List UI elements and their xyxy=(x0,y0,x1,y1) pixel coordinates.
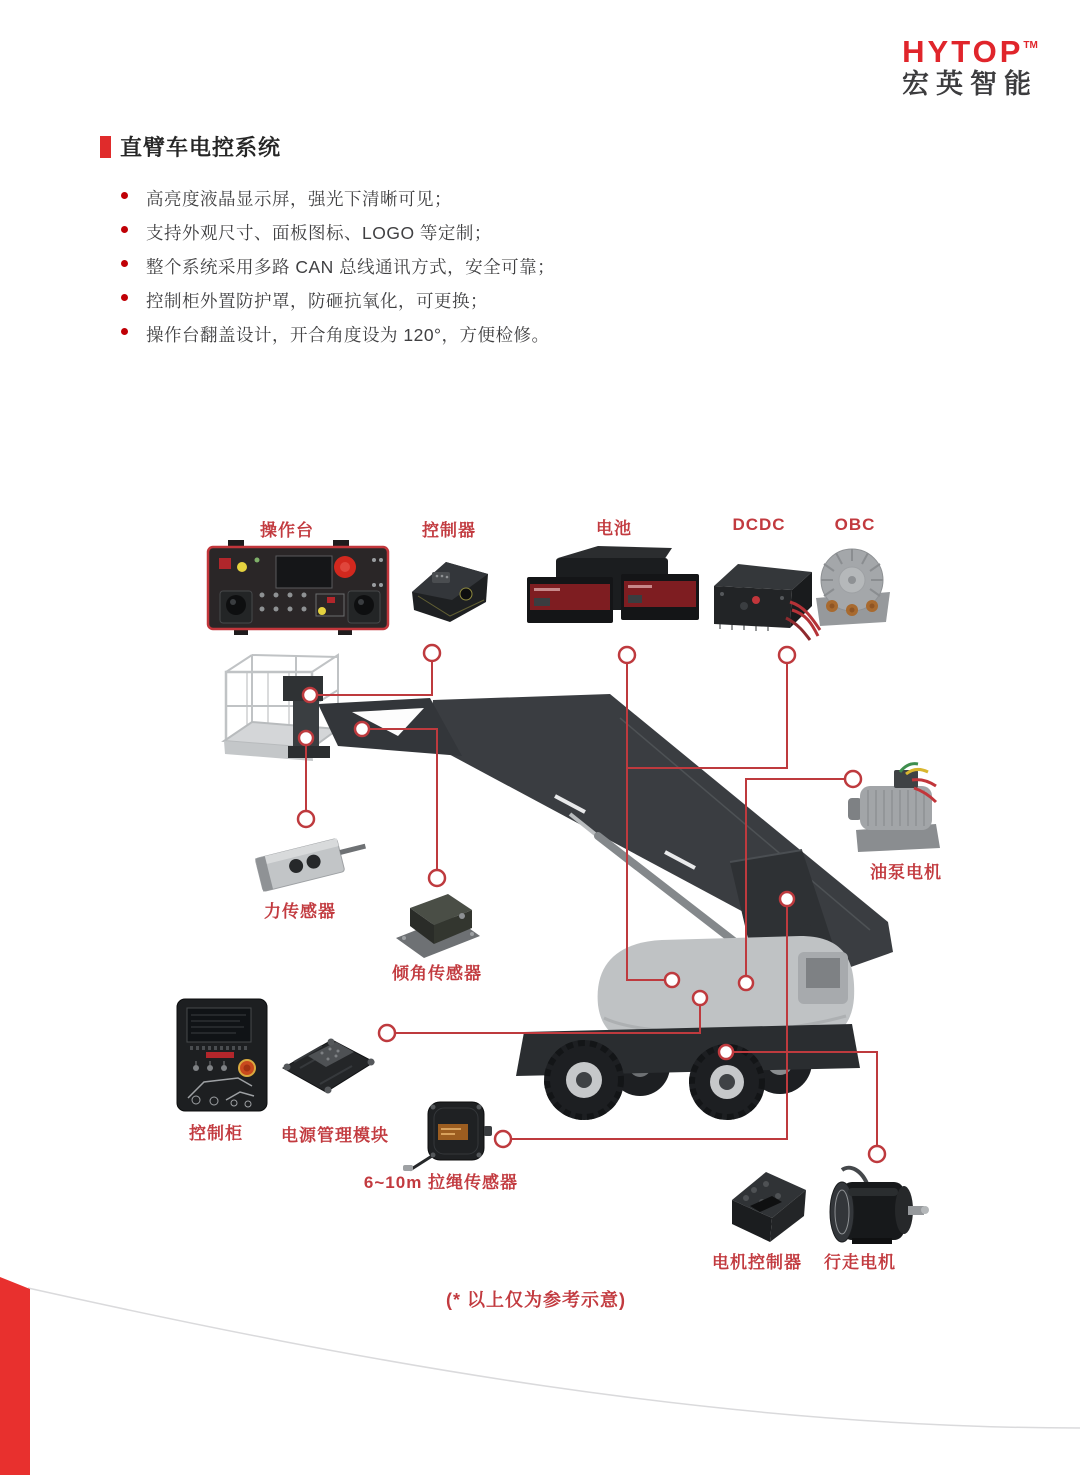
chassis xyxy=(516,1024,860,1120)
label-oil-pump-motor: 油泵电机 xyxy=(870,863,942,882)
feature-item xyxy=(121,288,555,322)
label-rope-sensor: 6~10m 拉绳传感器 xyxy=(363,1173,519,1192)
feature-text: 操作台翻盖设计，开合角度设为 120°，方便检修。 xyxy=(146,325,550,345)
label-battery: 电池 xyxy=(596,519,632,538)
label-control-cabinet: 控制柜 xyxy=(189,1124,243,1143)
feature-item xyxy=(121,186,555,220)
label-power-module: 电源管理模块 xyxy=(281,1126,389,1145)
label-tilt-sensor: 倾角传感器 xyxy=(392,964,482,983)
travel-motor-image xyxy=(830,1168,929,1244)
rope-sensor-image xyxy=(403,1102,492,1171)
section-title xyxy=(100,131,281,162)
feature-text: 整个系统采用多路 CAN 总线通讯方式，安全可靠； xyxy=(146,257,556,277)
label-motor-controller: 电机控制器 xyxy=(712,1253,802,1272)
reference-note: (* 以上仅为参考示意) xyxy=(446,1290,626,1310)
brand-logo xyxy=(902,36,1038,98)
label-force-sensor: 力传感器 xyxy=(264,902,336,921)
trademark-symbol: TM xyxy=(1023,40,1038,51)
dcdc-image xyxy=(714,564,820,640)
label-dcdc: DCDC xyxy=(732,515,786,534)
control-cabinet-image xyxy=(177,999,267,1111)
feature-text: 支持外观尺寸、面板图标、LOGO 等定制； xyxy=(146,223,492,243)
obc-image xyxy=(816,549,890,626)
label-obc: OBC xyxy=(834,515,876,534)
feature-item xyxy=(121,322,555,356)
force-sensor-image xyxy=(255,832,370,892)
feature-text: 高亮度液晶显示屏，强光下清晰可见； xyxy=(146,189,452,209)
brand-logo-wordmark: HYTOP xyxy=(902,34,1024,69)
feature-list xyxy=(121,186,555,356)
controller-image xyxy=(412,562,488,622)
power-module-image xyxy=(283,1039,375,1094)
bullet-dot xyxy=(121,328,128,335)
motor-controller-image xyxy=(732,1172,806,1242)
feature-item xyxy=(121,220,555,254)
bullet-dot xyxy=(121,192,128,199)
bullet-dot xyxy=(121,260,128,267)
battery-image xyxy=(527,546,699,623)
feature-text: 控制柜外置防护罩，防砸抗氧化，可更换； xyxy=(146,291,488,311)
label-console: 操作台 xyxy=(260,521,314,540)
title-marker xyxy=(100,136,111,158)
corner-red-accent xyxy=(0,1277,30,1475)
label-controller: 控制器 xyxy=(422,521,476,540)
tilt-sensor-image xyxy=(396,894,480,958)
label-travel-motor: 行走电机 xyxy=(824,1253,896,1272)
bullet-dot xyxy=(121,294,128,301)
console-image xyxy=(208,540,388,635)
bullet-dot xyxy=(121,226,128,233)
brand-logo-chinese: 宏英智能 xyxy=(902,69,1038,99)
feature-item xyxy=(121,254,555,288)
section-title-text: 直臂车电控系统 xyxy=(120,135,282,160)
